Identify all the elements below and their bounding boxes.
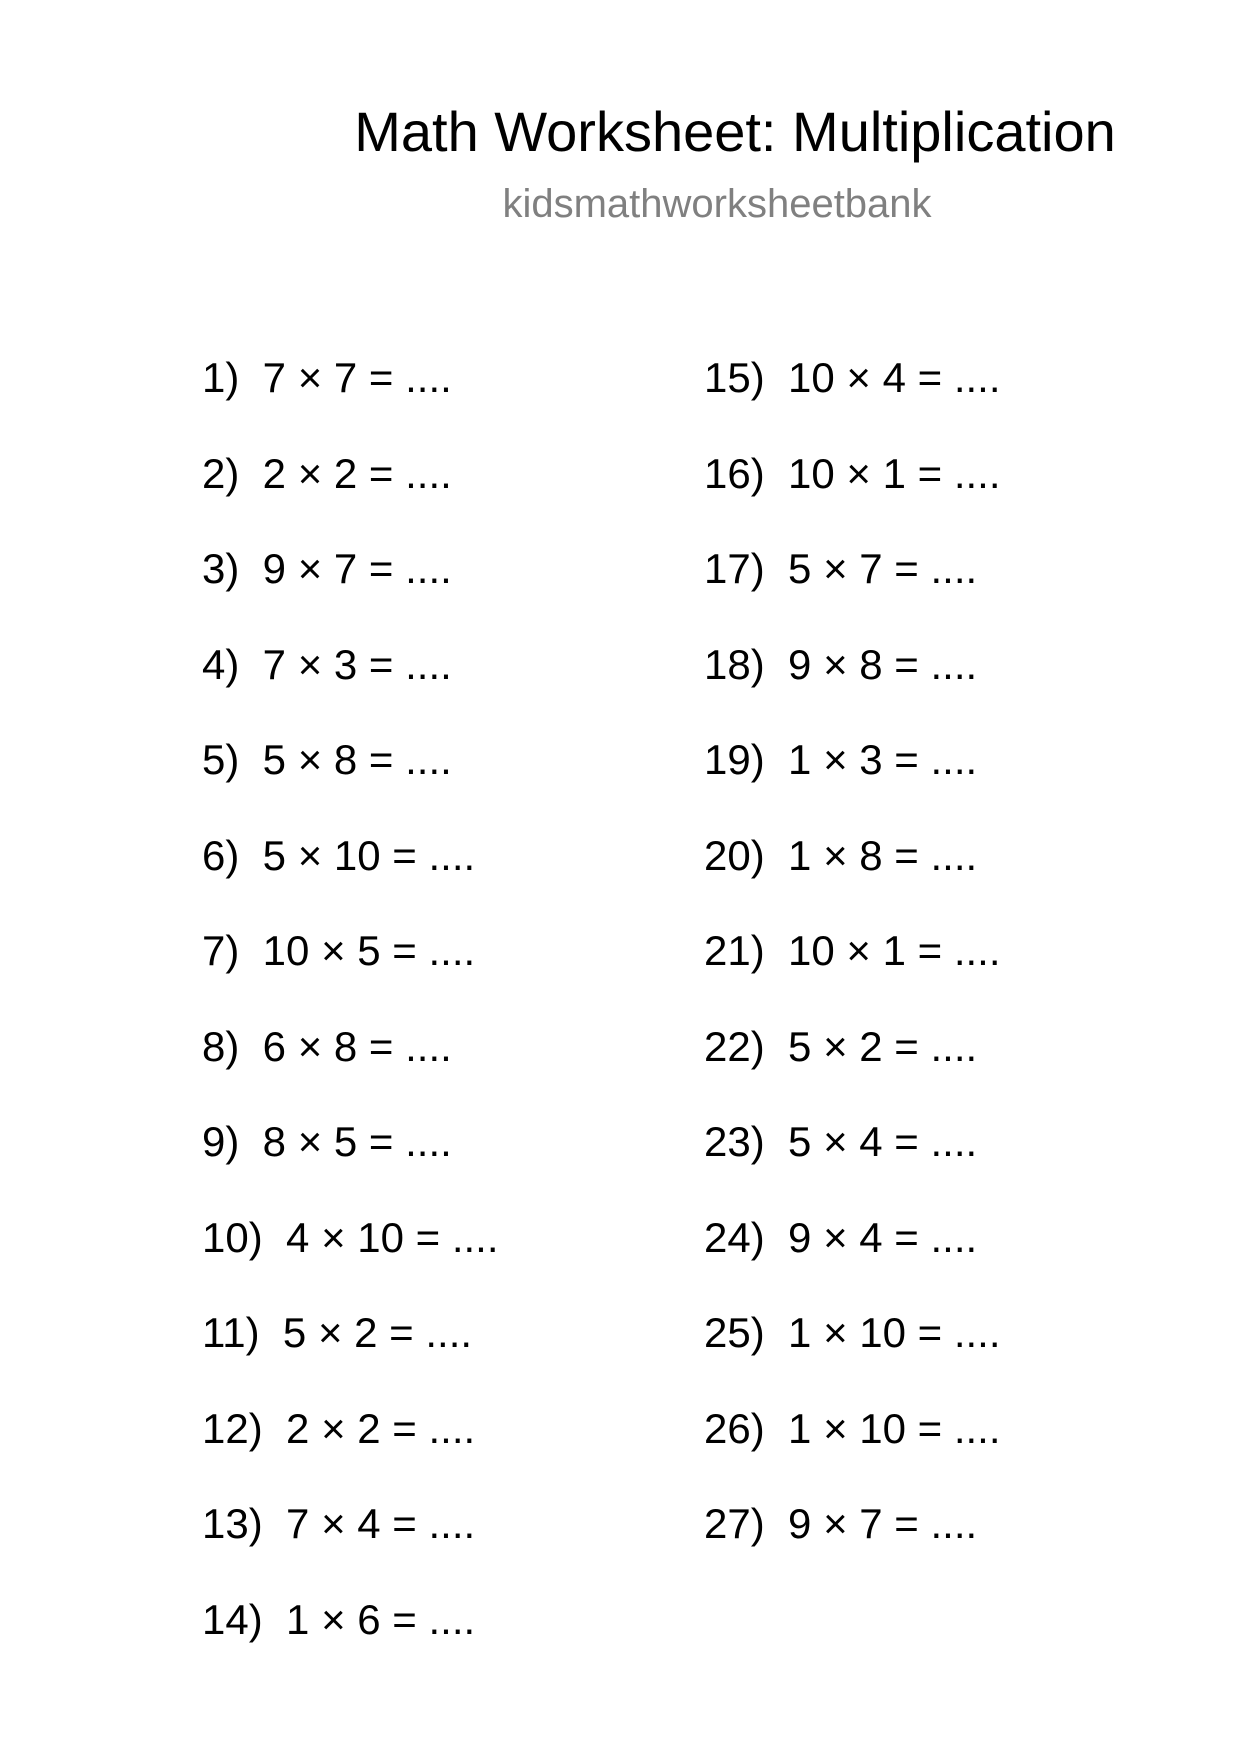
problem-item: 17) 5 × 7 = .... [704,545,978,592]
problems-left-column [202,352,499,1689]
problem-item: 26) 1 × 10 = .... [704,1404,1001,1452]
problem-item: 27) 9 × 7 = .... [704,1500,978,1547]
problem-item: 13) 7 × 4 = .... [202,1500,476,1547]
problem-item: 5) 5 × 8 = .... [202,736,452,783]
problem-item: 14) 1 × 6 = .... [202,1595,476,1643]
problem-item: 16) 10 × 1 = .... [704,449,1001,497]
problem-item: 8) 6 × 8 = .... [202,1022,452,1070]
problem-item: 3) 9 × 7 = .... [202,545,452,592]
problem-item: 20) 1 × 8 = .... [704,831,978,879]
problem-item: 15) 10 × 4 = .... [704,354,1001,401]
problem-item: 24) 9 × 4 = .... [704,1213,978,1261]
problem-item: 6) 5 × 10 = .... [202,831,476,879]
problem-item: 22) 5 × 2 = .... [704,1022,978,1070]
problem-item: 10) 4 × 10 = .... [202,1213,499,1261]
problem-item: 23) 5 × 4 = .... [704,1118,978,1165]
problem-item: 25) 1 × 10 = .... [704,1309,1001,1356]
problem-item: 18) 9 × 8 = .... [704,640,978,688]
problem-item: 21) 10 × 1 = .... [704,927,1001,974]
problem-item: 2) 2 × 2 = .... [202,449,452,497]
problem-item: 7) 10 × 5 = .... [202,927,476,974]
worksheet-title: Math Worksheet: Multiplication [354,100,1116,163]
problems-right-column [704,352,1001,1594]
worksheet-subtitle: kidsmathworksheetbank [502,182,932,226]
problem-item: 12) 2 × 2 = .... [202,1404,476,1452]
problem-item: 9) 8 × 5 = .... [202,1118,452,1165]
problem-item: 11) 5 × 2 = .... [202,1309,473,1356]
problem-item: 4) 7 × 3 = .... [202,640,452,688]
problem-item: 19) 1 × 3 = .... [704,736,978,783]
problem-item: 1) 7 × 7 = .... [202,354,452,401]
